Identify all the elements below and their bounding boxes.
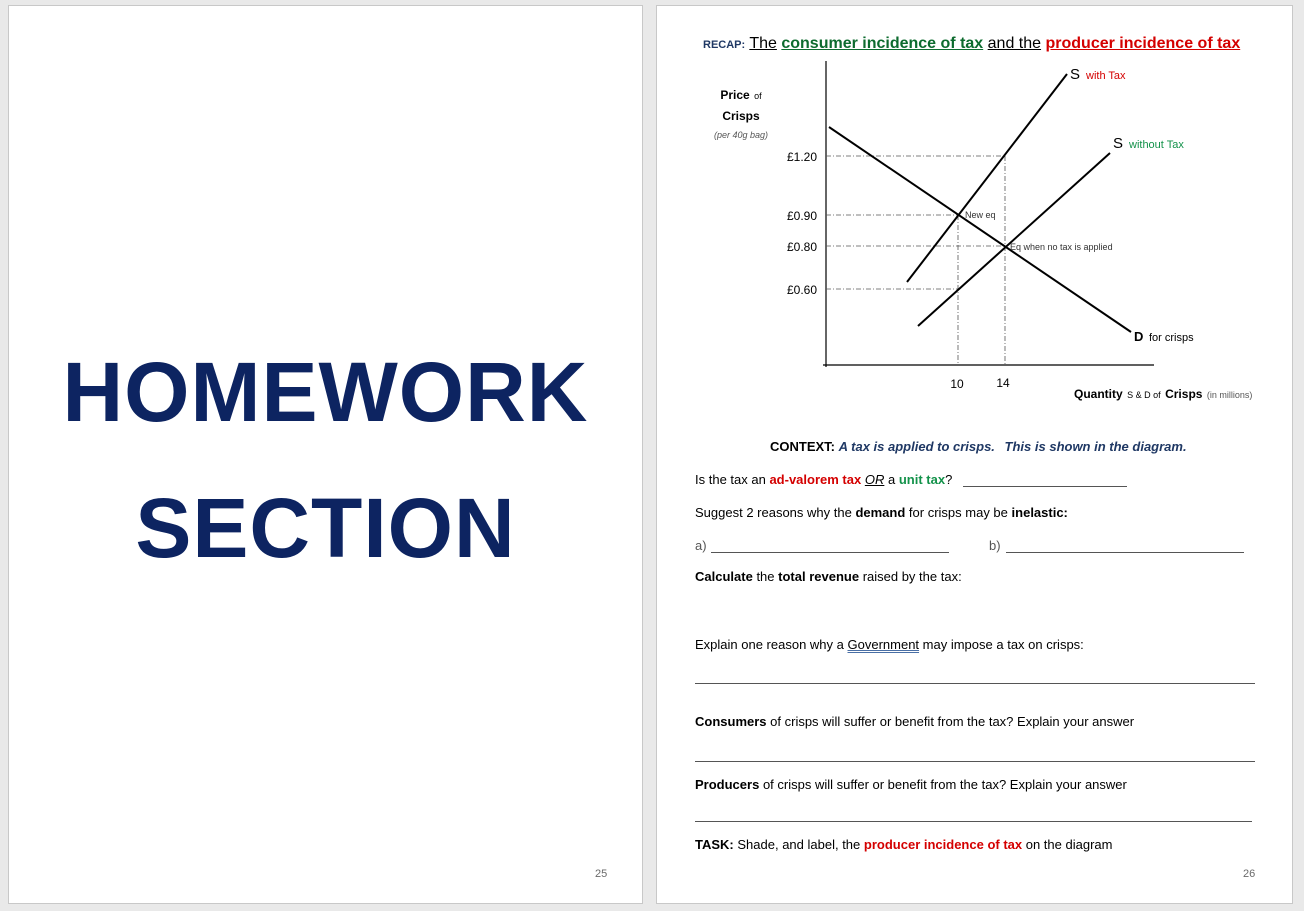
q1-option-unit-tax: unit tax [898,472,946,487]
q4-government: Government [847,637,920,652]
q2-text: Suggest 2 reasons why the [695,505,852,520]
question-5 [695,714,1134,729]
question-3 [695,569,962,584]
y-axis-label: Price of [720,88,762,102]
recap-text-2: and the [987,35,1042,52]
q4-end: may impose a tax on crisps: [922,637,1084,652]
supply-tax-symbol: S [1070,66,1081,83]
supply-notax-label: without Tax [1129,139,1184,151]
q2-b-answer-line[interactable] [1006,552,1244,553]
q4-text: Explain one reason why a [695,637,844,652]
q1-option-ad-valorem: ad-valorem tax [769,472,862,487]
context-text-1: A tax is applied to crisps. [838,439,995,454]
question-6 [695,777,1127,792]
q1-or: OR [864,472,885,487]
context-label: CONTEXT: [770,439,835,454]
homework-title: HOMEWORK [62,345,589,439]
q2-demand: demand [855,505,906,520]
y-axis-note: (per 40g bag) [713,130,769,140]
recap-label: RECAP: [703,39,746,51]
q5-text: of crisps will suffer or benefit from the tax? Explain your answer [770,714,1135,729]
q1-mid: a [887,472,896,487]
recap-consumer-incidence: consumer incidence of tax [781,35,984,52]
task-end: on the diagram [1025,837,1113,852]
q6-producers: Producers [695,777,760,792]
price-tick-090: £0.90 [786,209,817,223]
demand-symbol: D [1134,329,1144,344]
context-line [770,439,1187,454]
task-text: Shade, and label, the [737,837,861,852]
question-4 [695,637,1084,652]
q1-end: ? [945,472,953,487]
recap-text-1: The [749,35,777,52]
q3-calculate: Calculate [695,569,753,584]
supply-without-tax-curve [918,153,1110,326]
q2-inelastic: inelastic: [1011,505,1068,520]
context-text-2: This is shown in the diagram. [1004,439,1187,454]
q6-answer-line[interactable] [695,821,1252,822]
q3-mid: the [756,569,775,584]
supply-notax-symbol: S [1113,135,1124,152]
page-number: 26 [1243,868,1256,880]
q5-consumers: Consumers [695,714,767,729]
guide-lines [826,156,1005,365]
section-title: SECTION [135,481,516,575]
task-line [695,837,1112,852]
page-25 [8,5,643,904]
x-axis-label: Quantity S & D of Crisps (in millions) [1074,387,1253,401]
page-26 [656,5,1293,904]
q1-answer-line[interactable] [963,486,1127,487]
q3-end: raised by the tax: [862,569,962,584]
new-eq-label: New eq [965,210,996,220]
page-number: 25 [595,868,608,880]
q1-text: Is the tax an [695,472,766,487]
price-tick-060: £0.60 [786,283,817,297]
q2-b-label: b) [989,538,1001,553]
q2-mid: for crisps may be [908,505,1008,520]
y-axis-item: Crisps [722,109,760,123]
question-1 [695,472,952,487]
task-producer-incidence: producer incidence of tax [863,837,1023,852]
price-tick-120: £1.20 [786,150,817,164]
old-eq-label: Eq when no tax is applied [1010,242,1113,252]
q2-a-answer-line[interactable] [711,552,949,553]
question-2 [695,505,1068,520]
q5-answer-line[interactable] [695,761,1255,762]
task-label: TASK: [695,837,734,852]
q6-text: of crisps will suffer or benefit from the tax? Explain your answer [762,777,1127,792]
recap-producer-incidence: producer incidence of tax [1045,35,1241,52]
q3-total-revenue: total revenue [778,569,860,584]
tax-incidence-diagram [657,6,1294,406]
supply-tax-label: with Tax [1086,70,1126,82]
q2-a-label: a) [695,538,707,553]
demand-label: for crisps [1149,332,1194,344]
q4-answer-line[interactable] [695,683,1255,684]
price-tick-080: £0.80 [786,240,817,254]
quantity-tick-10: 10 [950,377,964,391]
demand-curve [829,127,1131,332]
quantity-tick-14: 14 [996,376,1010,390]
